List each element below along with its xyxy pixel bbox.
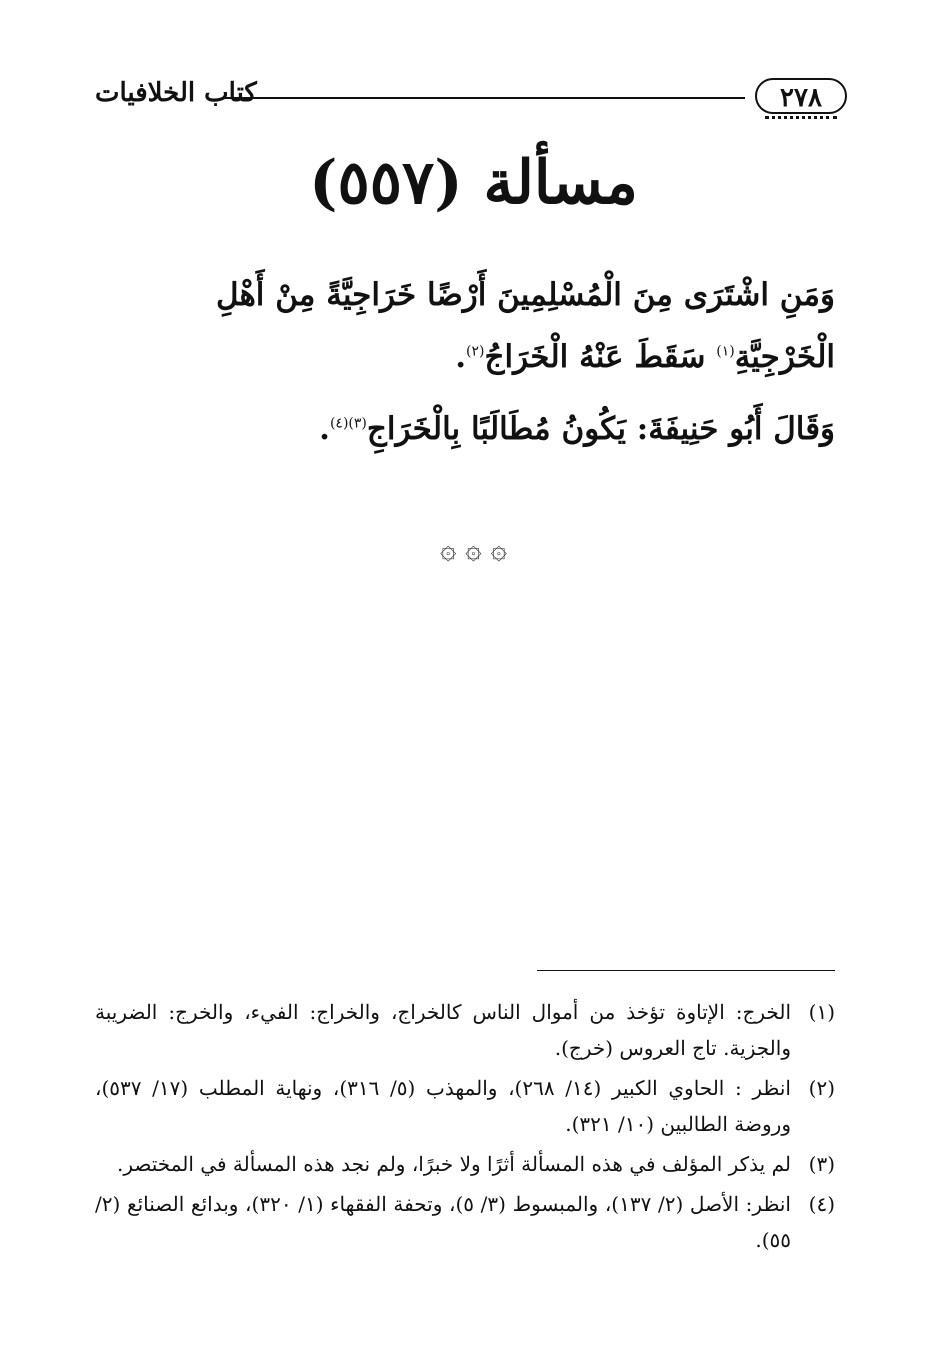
footnote-text: الخرج: الإتاوة تؤخذ من أموال الناس كالخراج، والخراج: الفيء، والخرج: الضريبة والجزية. تاج العروس (خرج). (95, 1000, 791, 1060)
footnote-number: (٢) (808, 1076, 835, 1100)
book-title: كتاب الخلافيات (95, 78, 257, 108)
footnote (95, 1186, 835, 1258)
footnote-text: انظر : الحاوي الكبير (١٤/ ٢٦٨)، والمهذب (٥/ ٣١٦)، ونهاية المطلب (١٧/ ٥٣٧)، وروضة الطالبين (١٠/ ٣٢١). (95, 1076, 791, 1136)
footnote (95, 1070, 835, 1142)
footnote-number: (١) (808, 1000, 835, 1024)
page-number: ٢٧٨ (755, 78, 847, 114)
paragraph-1-text: وَمَنِ اشْتَرَى مِنَ الْمُسْلِمِينَ أَرْضًا خَرَاجِيَّةً مِنْ أَهْلِ الْخَرْجِيَّةِ (215, 277, 835, 375)
footnote-text: انظر: الأصل (٢/ ١٣٧)، والمبسوط (٣/ ٥)، وتحفة الفقهاء (١/ ٣٢٠)، وبدائع الصنائع (٢/ ٥٥). (95, 1192, 791, 1252)
footnote-rule (537, 970, 835, 971)
footnote-number: (٣) (808, 1152, 835, 1176)
paragraph-2-end: . (319, 411, 330, 447)
paragraph-1-end: . (455, 339, 467, 375)
footnote-text: لم يذكر المؤلف في هذه المسألة أثرًا ولا خبرًا، ولم نجد هذه المسألة في المختصر. (117, 1152, 791, 1176)
page-header (95, 74, 847, 124)
ornament-separator: ۞ ۞ ۞ (439, 532, 508, 565)
footnote (95, 994, 835, 1066)
issue-title: مسألة (٥٥٧) (309, 148, 638, 218)
paragraph-2-text: وَقَالَ أَبُو حَنِيفَةَ: يَكُونُ مُطَالَبًا بِالْخَرَاجِ (366, 411, 835, 447)
footnote-ref-2[interactable]: (٢) (466, 343, 485, 360)
paragraph-1-continuation: سَقَطَ عَنْهُ الْخَرَاجُ (484, 339, 717, 375)
footnotes (95, 994, 835, 1262)
footnote-number: (٤) (808, 1192, 835, 1216)
header-rule (225, 97, 745, 99)
footnote-ref-1[interactable]: (١) (716, 343, 735, 360)
footnote (95, 1146, 835, 1182)
paragraph-1 (100, 264, 835, 388)
paragraph-2 (100, 398, 835, 460)
footnote-ref-3-4[interactable]: (٣)(٤) (329, 415, 367, 432)
main-text (100, 264, 835, 470)
